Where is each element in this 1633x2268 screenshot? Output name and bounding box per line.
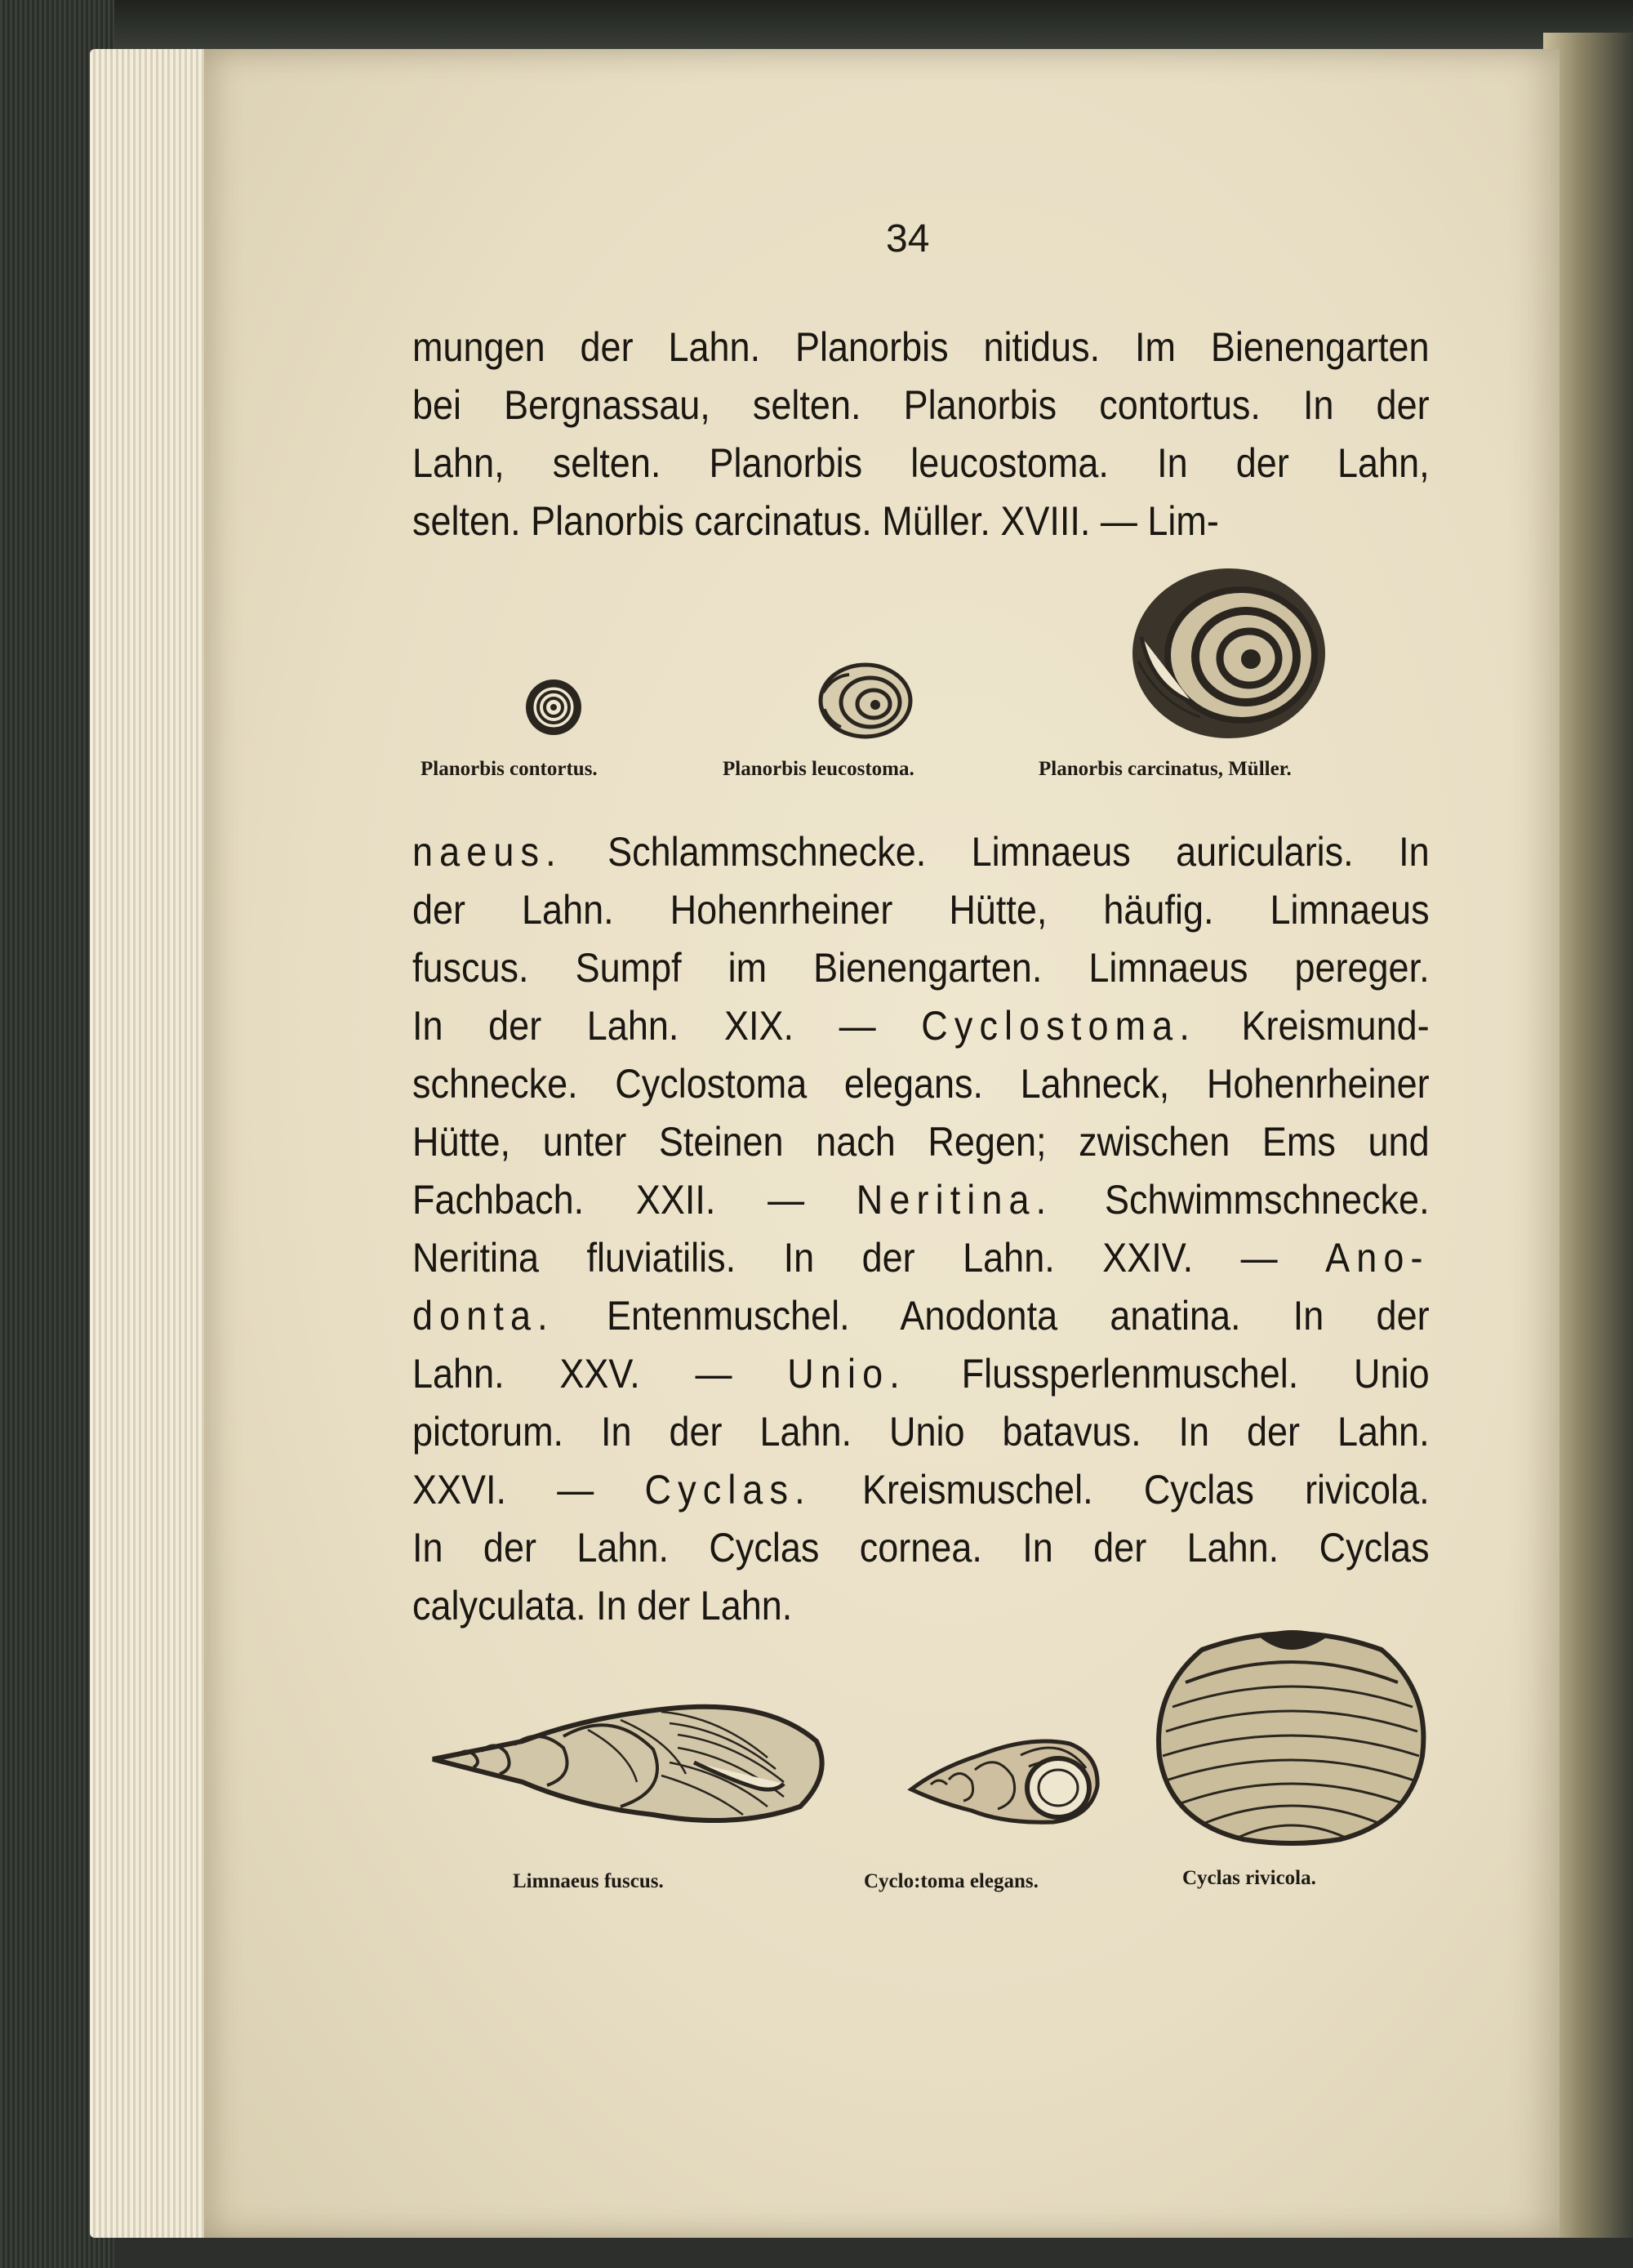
- limnaeus-fuscus-illustration: [425, 1684, 833, 1831]
- page-number: 34: [886, 217, 930, 261]
- text-run: calyculata. In der Lahn.: [412, 1583, 793, 1629]
- text-run: XXVI. —: [412, 1467, 645, 1513]
- text-run: Kreismund-: [1195, 1003, 1430, 1049]
- text-line: [412, 1345, 1430, 1403]
- text-line: [412, 1229, 1430, 1287]
- planorbis-leucostoma-illustration: [816, 660, 914, 742]
- caption-planorbis-carcinatus: Planorbis carcinatus, Müller.: [1039, 758, 1292, 780]
- planorbis-contortus-illustration: [523, 676, 585, 738]
- text-run: Lahn. XXV. —: [412, 1351, 788, 1397]
- text-line: [412, 1171, 1430, 1229]
- text-run: Kreismuschel. Cyclas rivicola.: [811, 1467, 1430, 1513]
- spaced-genus-name: Neritina.: [856, 1177, 1053, 1223]
- spaced-genus-name: Ano-: [1325, 1235, 1430, 1281]
- text-run: Schwimmschnecke.: [1052, 1177, 1430, 1223]
- spaced-genus-name: Cyclostoma.: [921, 1003, 1196, 1049]
- text-line: [412, 939, 1430, 997]
- spaced-genus-name: Unio.: [787, 1351, 906, 1397]
- caption-cyclas-rivicola: Cyclas rivicola.: [1182, 1867, 1316, 1889]
- cyclostoma-elegans-illustration: [906, 1719, 1102, 1825]
- book-cover-top: [0, 0, 1633, 49]
- text-line: bei Bergnassau, selten. Planorbis contortus. In der: [412, 382, 1430, 428]
- text-line: Lahn, selten. Planorbis leucostoma. In der Lahn,: [412, 440, 1430, 486]
- text-run: Flussperlenmuschel. Unio: [905, 1351, 1430, 1397]
- text-run: Entenmuschel. Anodonta anatina. In der: [554, 1293, 1430, 1339]
- text-line: [412, 1461, 1430, 1519]
- text-run: pictorum. In der Lahn. Unio batavus. In der Lahn.: [412, 1409, 1430, 1455]
- caption-limnaeus-fuscus: Limnaeus fuscus.: [513, 1870, 664, 1892]
- caption-planorbis-leucostoma: Planorbis leucostoma.: [723, 758, 914, 780]
- paragraph-2: [412, 823, 1430, 1635]
- text-run: fuscus. Sumpf im Bienengarten. Limnaeus pereger.: [412, 945, 1430, 991]
- planorbis-carcinatus-illustration: [1127, 564, 1331, 743]
- text-run: Schlammschnecke. Limnaeus auricularis. In: [562, 829, 1430, 875]
- text-line: [412, 1403, 1430, 1461]
- text-run: In der Lahn. XIX. —: [412, 1003, 922, 1049]
- text-run: Fachbach. XXII. —: [412, 1177, 857, 1223]
- text-run: der Lahn. Hohenrheiner Hütte, häufig. Limnaeus: [412, 887, 1430, 933]
- text-line: selten. Planorbis carcinatus. Müller. XVIII. — Lim-: [412, 498, 1219, 544]
- text-run: Hütte, unter Steinen nach Regen; zwischen Ems und: [412, 1119, 1430, 1165]
- text-line: [412, 823, 1430, 881]
- paragraph-1: [412, 319, 1430, 550]
- spaced-genus-name: naeus.: [412, 829, 563, 875]
- cyclas-rivicola-illustration: [1153, 1625, 1431, 1846]
- caption-cyclostoma-elegans: Cyclo:toma elegans.: [864, 1870, 1039, 1892]
- text-run: In der Lahn. Cyclas cornea. In der Lahn. Cyclas: [412, 1525, 1430, 1571]
- text-run: schnecke. Cyclostoma elegans. Lahneck, Hohenrheiner: [412, 1061, 1430, 1107]
- text-line: [412, 1055, 1430, 1113]
- caption-planorbis-contortus: Planorbis contortus.: [420, 758, 598, 780]
- text-line: [412, 1113, 1430, 1171]
- text-line: [412, 881, 1430, 939]
- spaced-genus-name: Cyclas.: [644, 1467, 812, 1513]
- text-line: [412, 997, 1430, 1055]
- text-run: Neritina fluviatilis. In der Lahn. XXIV. —: [412, 1235, 1326, 1281]
- text-line: [412, 1519, 1430, 1577]
- text-line: mungen der Lahn. Planorbis nitidus. Im Bienengarten: [412, 324, 1430, 370]
- spaced-genus-name: donta.: [412, 1293, 554, 1339]
- text-line: [412, 1287, 1430, 1345]
